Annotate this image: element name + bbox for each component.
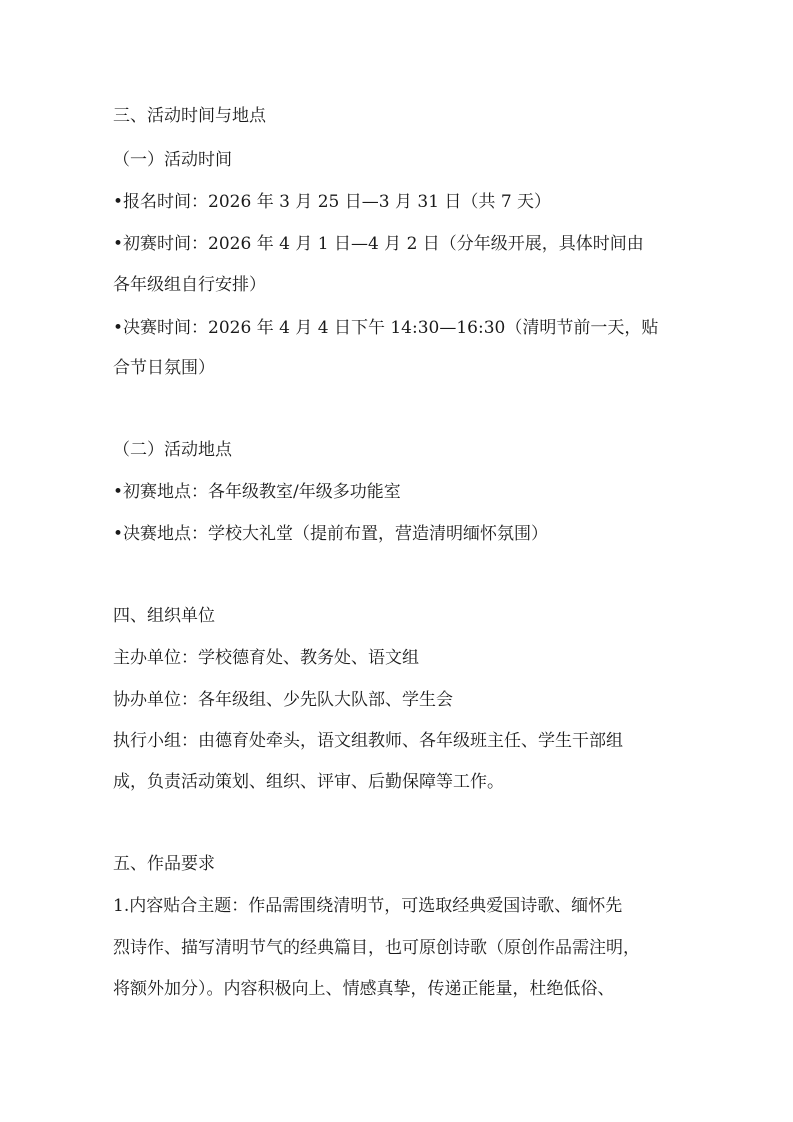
text-line-registration: •报名时间：2026 年 3 月 25 日—3 月 31 日（共 7 天） [113,192,552,212]
text-line-preliminary-place: •初赛地点：各年级教室/年级多功能室 [113,482,401,502]
subsection-heading-place: （二）活动地点 [113,440,232,460]
text-line-requirement-1: 1.内容贴合主题：作品需围绕清明节，可选取经典爱国诗歌、缅怀先 [113,896,623,916]
text-line-co-host: 协办单位：各年级组、少先队大队部、学生会 [113,690,453,710]
text-line-preliminary-cont: 各年级组自行安排） [113,275,266,295]
text-line-final-place: •决赛地点：学校大礼堂（提前布置，营造清明缅怀氛围） [113,524,549,544]
text-line-requirement-1-cont: 烈诗作、描写清明节气的经典篇目，也可原创诗歌（原创作品需注明， [113,938,640,958]
text-line-preliminary: •初赛时间：2026 年 4 月 1 日—4 月 2 日（分年级开展，具体时间由 [113,234,644,254]
text-line-executive: 执行小组：由德育处牵头，语文组教师、各年级班主任、学生干部组 [113,731,623,751]
section-heading-requirements: 五、作品要求 [113,854,215,874]
section-heading-time-place: 三、活动时间与地点 [113,106,266,126]
text-line-final: •决赛时间：2026 年 4 月 4 日下午 14:30—16:30（清明节前一天，贴 [113,318,659,338]
subsection-heading-time: （一）活动时间 [113,150,232,170]
section-heading-organizers: 四、组织单位 [113,606,215,626]
text-line-executive-cont: 成，负责活动策划、组织、评审、后勤保障等工作。 [113,772,504,792]
text-line-requirement-1-cont2: 将额外加分）。内容积极向上、情感真挚，传递正能量，杜绝低俗、 [113,979,615,999]
text-line-host: 主办单位：学校德育处、教务处、语文组 [113,648,419,668]
text-line-final-cont: 合节日氛围） [113,358,215,378]
